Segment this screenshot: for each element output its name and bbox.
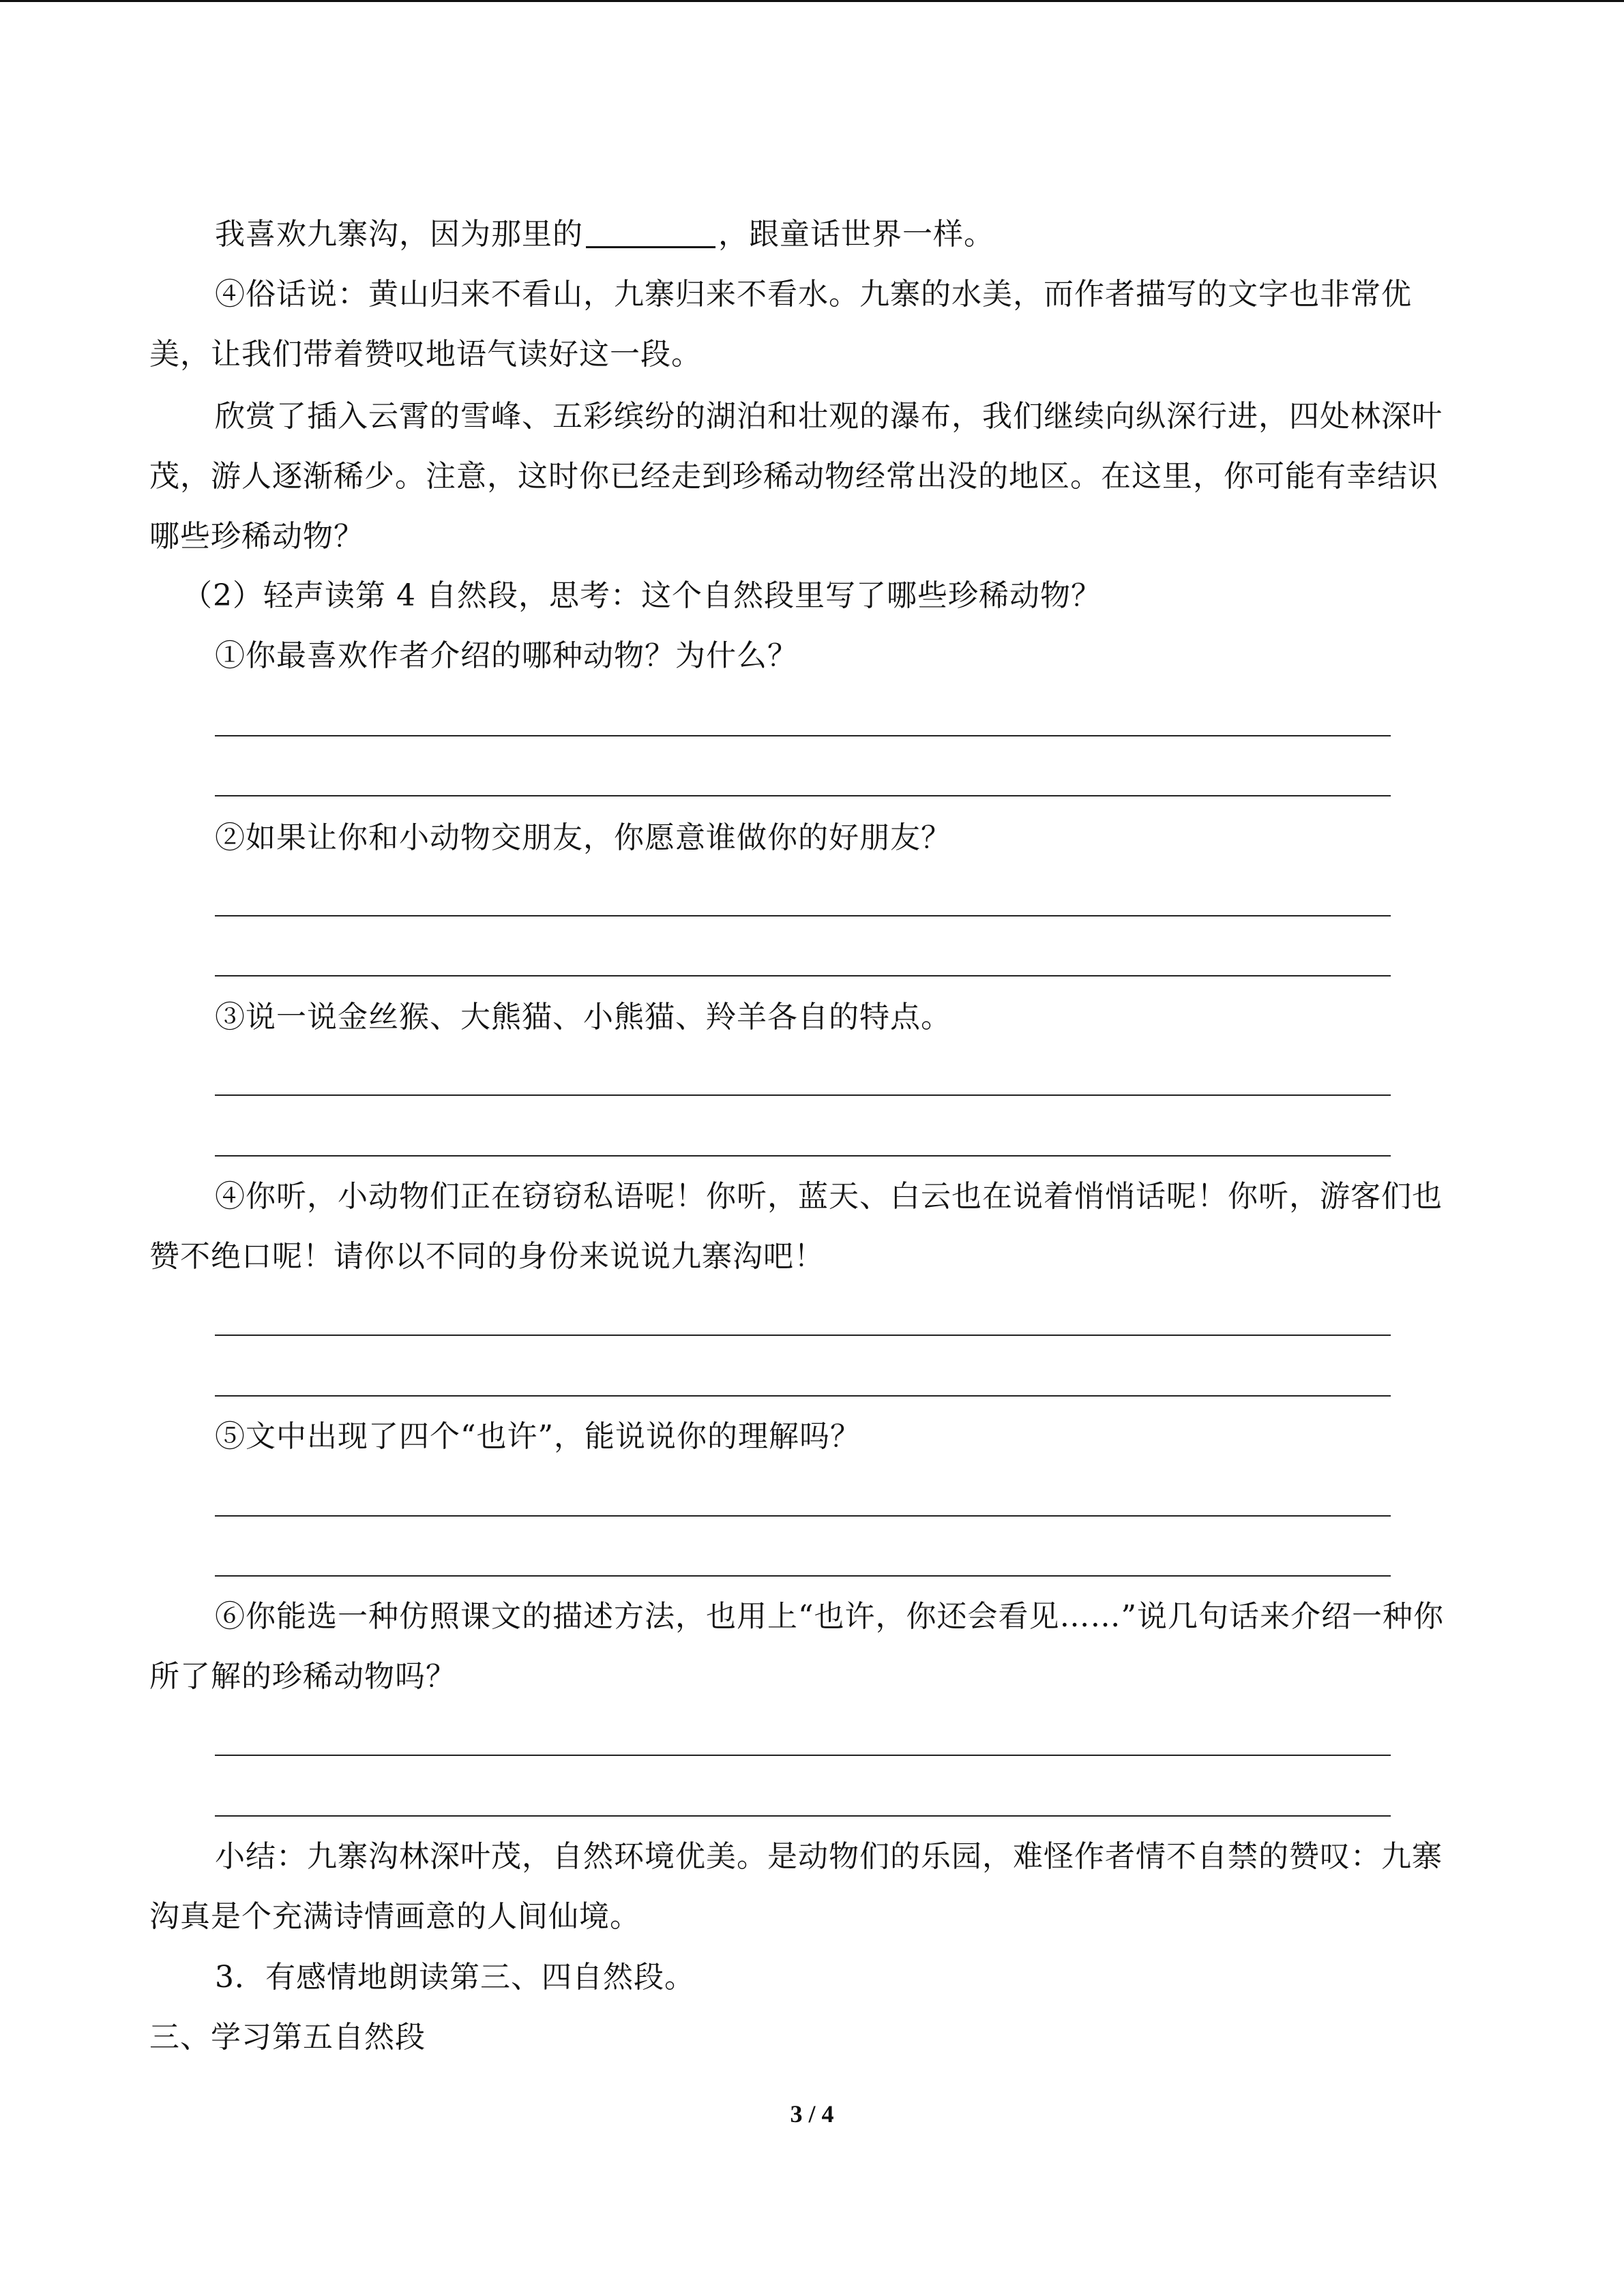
answer-line[interactable] bbox=[215, 975, 1391, 976]
summary: 小结：九寨沟林深叶茂，自然环境优美。是动物们的乐园，难怪作者情不自禁的赞叹：九寨沟真是个充满诗情画意的人间仙境。 bbox=[149, 1839, 1443, 1934]
top-border bbox=[0, 0, 1624, 2]
answer-line[interactable] bbox=[215, 1094, 1391, 1096]
page-number: 3 / 4 bbox=[790, 2100, 834, 2128]
paragraph-appreciation: 欣赏了插入云霄的雪峰、五彩缤纷的湖泊和壮观的瀑布，我们继续向纵深行进，四处林深叶茂，游人逐渐稀少。注意，这时你已经走到珍稀动物经常出没的地区。在这里，你可能有幸结识哪些珍稀动物？ bbox=[149, 399, 1443, 554]
question-6: ⑥你能选一种仿照课文的描述方法，也用上“也许，你还会看见……”说几句话来介绍一种你所了解的珍稀动物吗？ bbox=[149, 1599, 1444, 1694]
question-3: ③说一说金丝猴、大熊猫、小熊猫、羚羊各自的特点。 bbox=[215, 1000, 951, 1034]
paragraph-4-reading: ④俗话说：黄山归来不看山，九寨归来不看水。九寨的水美，而作者描写的文字也非常优美，让我们带着赞叹地语气读好这一段。 bbox=[149, 277, 1412, 372]
question-4: ④你听，小动物们正在窃窃私语呢！你听，蓝天、白云也在说着悄悄话呢！你听，游客们也赞不绝口呢！请你以不同的身份来说说九寨沟吧！ bbox=[149, 1179, 1443, 1274]
answer-line[interactable] bbox=[215, 735, 1391, 736]
answer-line[interactable] bbox=[215, 1515, 1391, 1517]
intro-text-after: ，跟童话世界一样。 bbox=[718, 217, 994, 252]
intro-sentence bbox=[149, 205, 1459, 265]
section-heading: 三、学习第五自然段 bbox=[149, 2020, 426, 2055]
question-1: ①你最喜欢作者介绍的哪种动物？为什么？ bbox=[215, 638, 798, 673]
step-3: 3．有感情地朗读第三、四自然段。 bbox=[215, 1960, 695, 1995]
answer-line[interactable] bbox=[215, 1155, 1391, 1157]
answer-line[interactable] bbox=[215, 795, 1391, 796]
task-2: （2）轻声读第 4 自然段，思考：这个自然段里写了哪些珍稀动物？ bbox=[182, 578, 1102, 613]
answer-line[interactable] bbox=[215, 1575, 1391, 1577]
answer-line[interactable] bbox=[215, 915, 1391, 916]
fill-in-blank[interactable] bbox=[586, 216, 715, 248]
answer-line[interactable] bbox=[215, 1335, 1391, 1336]
intro-text-before: 我喜欢九寨沟，因为那里的 bbox=[215, 217, 583, 252]
question-2: ②如果让你和小动物交朋友，你愿意谁做你的好朋友？ bbox=[215, 820, 951, 855]
answer-line[interactable] bbox=[215, 1395, 1391, 1397]
answer-line[interactable] bbox=[215, 1755, 1391, 1756]
question-5: ⑤文中出现了四个“也许”，能说说你的理解吗？ bbox=[215, 1419, 861, 1454]
answer-line[interactable] bbox=[215, 1815, 1391, 1817]
